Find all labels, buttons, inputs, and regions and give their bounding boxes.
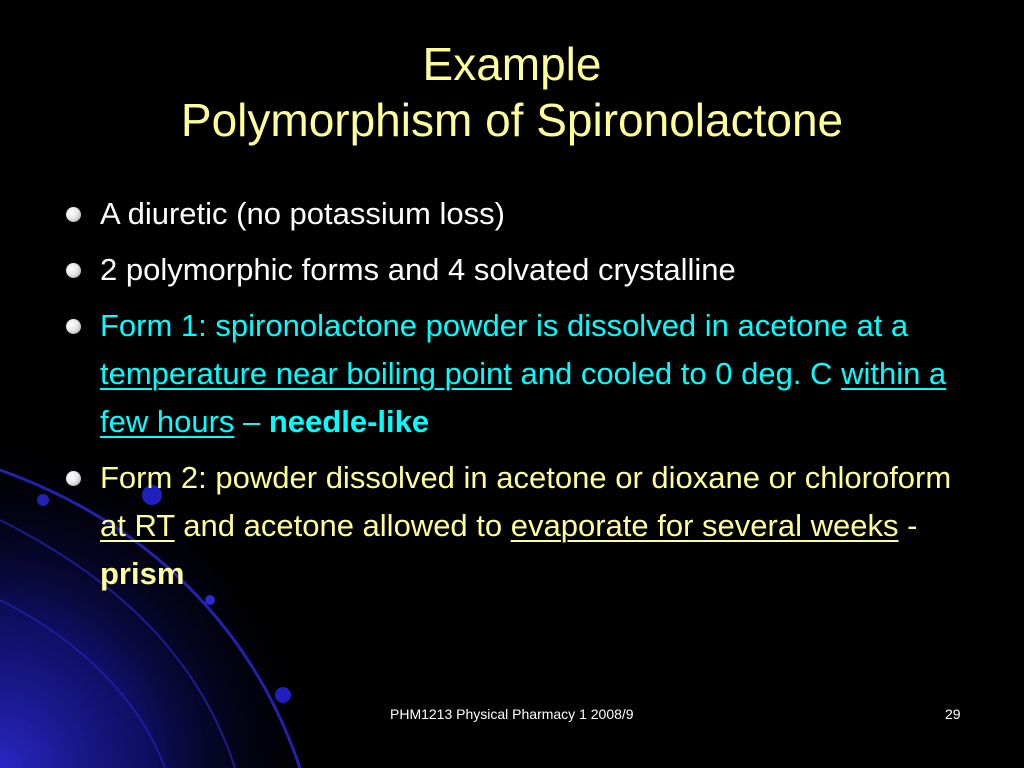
underlined-phrase: within a few hours	[100, 356, 947, 439]
bullet-item-form-2	[62, 454, 962, 598]
bullet-dot-icon	[66, 471, 81, 486]
bullet-dot-icon	[66, 207, 81, 222]
bullet-text-part: –	[234, 404, 269, 439]
bullet-item-form-1	[62, 302, 962, 446]
underlined-phrase: evaporate for several weeks	[510, 508, 899, 543]
bold-result: prism	[100, 556, 185, 591]
bullet-text: 2 polymorphic forms and 4 solvated crystalline	[100, 252, 736, 287]
underlined-phrase: temperature near boiling point	[100, 356, 512, 391]
bullet-dot-icon	[66, 319, 81, 334]
bullet-text-part: and acetone allowed to	[174, 508, 511, 543]
bullet-text: A diuretic (no potassium loss)	[100, 196, 505, 231]
bullet-text-part: Form 2: powder dissolved in acetone or dioxane or chloroform	[100, 460, 952, 495]
page-number: 29	[945, 706, 961, 722]
bullet-item-diuretic	[62, 190, 962, 238]
title-line-2: Polymorphism of Spironolactone	[180, 94, 844, 146]
bullet-dot-icon	[66, 263, 81, 278]
bullet-text-part: -	[898, 508, 918, 543]
slide-title	[0, 36, 1024, 148]
bullet-list	[62, 190, 962, 606]
bold-result: needle-like	[268, 404, 430, 439]
title-line-1: Example	[422, 38, 602, 90]
bullet-item-forms	[62, 246, 962, 294]
bullet-text-part: and cooled to 0 deg. C	[511, 356, 842, 391]
underlined-phrase: at RT	[100, 508, 175, 543]
footer-course: PHM1213 Physical Pharmacy 1 2008/9	[390, 706, 634, 722]
bullet-text-part: Form 1: spironolactone powder is dissolved in acetone at a	[100, 308, 909, 343]
